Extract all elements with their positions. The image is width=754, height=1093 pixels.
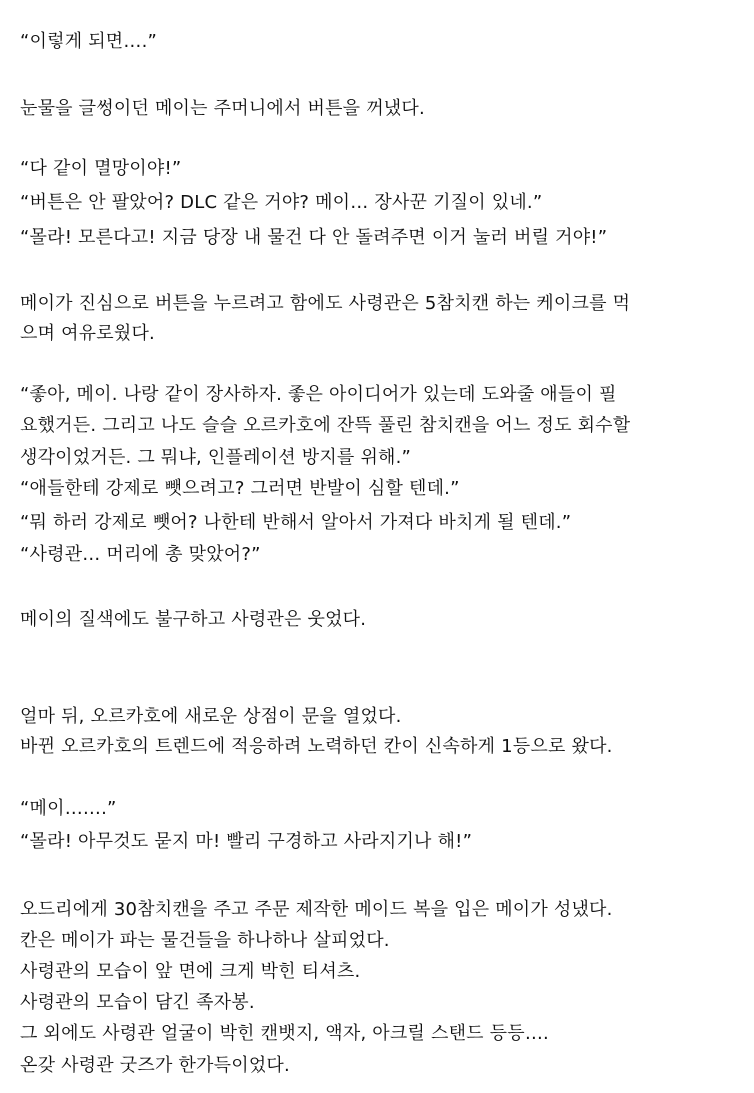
text-line: “이렇게 되면….” bbox=[20, 31, 158, 52]
text-line: “애들한테 강제로 뺏으려고? 그러면 반발이 심할 텐데.” bbox=[20, 478, 460, 499]
text-line: “뭐 하러 강제로 뺏어? 나한테 반해서 알아서 가져다 바치게 될 텐데.” bbox=[20, 512, 572, 533]
text-line: “다 같이 멸망이야!” bbox=[20, 158, 182, 179]
text-line: 메이의 질색에도 불구하고 사령관은 웃었다. bbox=[20, 609, 367, 630]
text-line: 바뀐 오르카호의 트렌드에 적응하려 노력하던 칸이 신속하게 1등으로 왔다. bbox=[20, 736, 613, 757]
text-line: “사령관… 머리에 총 맞았어?” bbox=[20, 544, 261, 565]
text-line: 사령관의 모습이 담긴 족자봉. bbox=[20, 992, 255, 1013]
text-line: 생각이었거든. 그 뭐냐, 인플레이션 방지를 위해.” bbox=[20, 447, 412, 468]
text-line: “버튼은 안 팔았어? DLC 같은 거야? 메이… 장사꾼 기질이 있네.” bbox=[20, 192, 543, 213]
text-line: “좋아, 메이. 나랑 같이 장사하자. 좋은 아이디어가 있는데 도와줄 애들이 필 bbox=[20, 384, 617, 405]
text-line: “몰라! 모른다고! 지금 당장 내 물건 다 안 돌려주면 이거 눌러 버릴 거야!” bbox=[20, 227, 608, 248]
text-line: 오드리에게 30참치캔을 주고 주문 제작한 메이드 복을 입은 메이가 성냈다. bbox=[20, 899, 613, 920]
text-line: 메이가 진심으로 버튼을 누르려고 함에도 사령관은 5참치캔 하는 케이크를 먹 bbox=[20, 293, 631, 314]
text-line: 온갖 사령관 굿즈가 한가득이었다. bbox=[20, 1055, 290, 1076]
text-line: “몰라! 아무것도 묻지 마! 빨리 구경하고 사라지기나 해!” bbox=[20, 831, 473, 852]
text-line: 눈물을 글썽이던 메이는 주머니에서 버튼을 꺼냈다. bbox=[20, 98, 425, 119]
text-line: 으며 여유로웠다. bbox=[20, 323, 155, 344]
text-line: 칸은 메이가 파는 물건들을 하나하나 살피었다. bbox=[20, 930, 390, 951]
text-line: “메이…….” bbox=[20, 798, 117, 819]
text-line: 얼마 뒤, 오르카호에 새로운 상점이 문을 열었다. bbox=[20, 706, 402, 727]
text-line: 그 외에도 사령관 얼굴이 박힌 캔뱃지, 액자, 아크릴 스탠드 등등…. bbox=[20, 1023, 549, 1044]
text-line: 요했거든. 그리고 나도 슬슬 오르카호에 잔뜩 풀린 참치캔을 어느 정도 회수할 bbox=[20, 415, 631, 436]
text-line: 사령관의 모습이 앞 면에 크게 박힌 티셔츠. bbox=[20, 961, 361, 982]
